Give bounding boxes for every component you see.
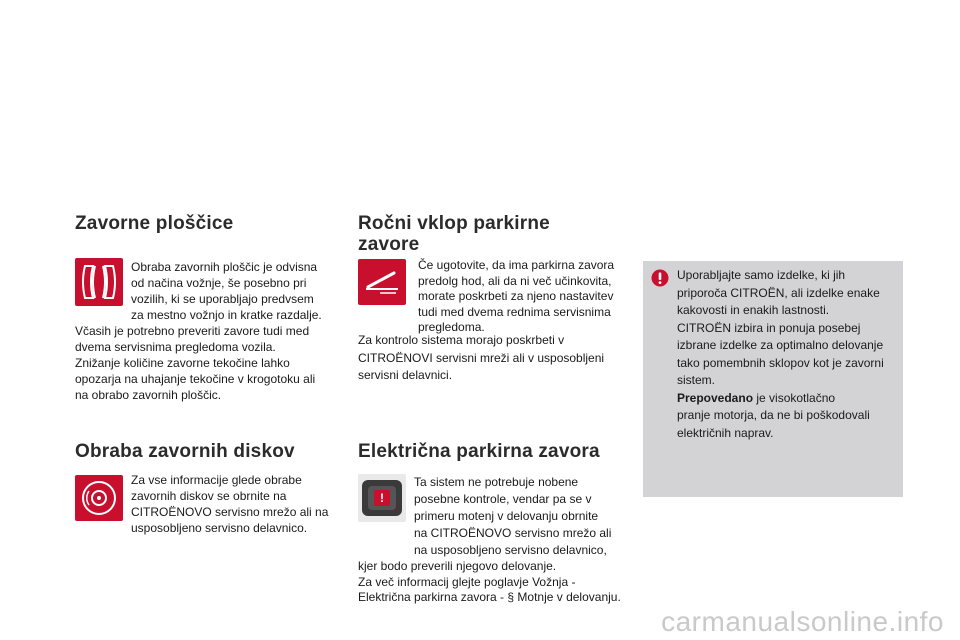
warning-line: priporoča CITROËN, ali izdelke enake — [677, 285, 880, 300]
exclamation-warning-icon — [651, 269, 669, 292]
electric-parking-brake-switch-icon — [358, 474, 406, 522]
text-line: usposobljeno servisno delavnico. — [131, 521, 308, 535]
warning-line: pranje motorja, da ne bi poškodovali — [677, 408, 870, 422]
text-line: vozilih, ki se uporabljajo predvsem — [131, 292, 314, 306]
text-line: Za vse informacije glede obrabe — [131, 473, 302, 487]
warning-line: tako pomembnih sklopov kot je zavorni — [677, 355, 884, 370]
text-line: CITROËNOVI servisni mreži ali v usposobljeni — [358, 350, 605, 365]
parking-brake-text-full — [358, 332, 604, 385]
warning-line: električnih naprav. — [677, 425, 774, 440]
warning-line: izbrane izdelke za optimalno delovanje — [677, 338, 884, 352]
heading-line: zavore — [358, 234, 420, 255]
heading-brake-discs: Obraba zavornih diskov — [75, 441, 295, 462]
text-line: Obraba zavornih ploščic je odvisna — [131, 260, 318, 274]
brake-pads-text-indented — [131, 259, 322, 323]
warning-line-rest: je visokotlačno — [753, 390, 836, 405]
warning-line: sistem. — [677, 373, 716, 387]
warning-line — [677, 390, 895, 408]
brake-pads-text-full — [75, 323, 315, 403]
text-line: tudi med dvema rednima servisnima — [418, 304, 611, 319]
watermark: carmanualsonline.info — [661, 606, 944, 637]
heading-electric-brake: Električna parkirna zavora — [358, 441, 600, 462]
electric-brake-text-indented — [414, 474, 611, 559]
parking-brake-lever-icon — [358, 259, 406, 305]
warning-text — [677, 267, 895, 442]
text-line: za mestno vožnjo in kratke razdalje. — [131, 308, 322, 322]
warning-line: CITROËN izbira in ponuja posebej — [677, 320, 861, 335]
heading-parking-brake — [358, 213, 550, 255]
text-line: servisni delavnici. — [358, 368, 453, 382]
warning-panel — [643, 261, 903, 497]
heading-brake-pads: Zavorne ploščice — [75, 213, 234, 234]
brake-disc-icon — [75, 475, 123, 521]
text-line: na usposobljeno servisno delavnico, — [414, 543, 607, 557]
text-line: dvema servisnima pregledoma vozila. — [75, 340, 276, 354]
electric-brake-text-full — [358, 559, 621, 606]
brake-discs-text — [131, 472, 328, 536]
parking-brake-text-indented — [418, 258, 614, 336]
text-line: Če ugotovite, da ima parkirna zavora — [418, 258, 615, 272]
text-line: kjer bodo preverili njegovo delovanje. — [358, 559, 557, 573]
text-line: predolg hod, ali da ni več učinkovita, — [418, 273, 612, 288]
warning-line: kakovosti in enakih lastnosti. — [677, 303, 830, 317]
text-line: Včasih je potrebno preveriti zavore tudi med — [75, 324, 310, 338]
text-line: od načina vožnje, še posebno pri — [131, 276, 307, 290]
text-line: Za več informacij glejte poglavje Vožnja - — [358, 574, 576, 589]
brake-pads-icon — [75, 258, 123, 306]
text-line: CITROËNOVO servisno mrežo ali na — [131, 505, 329, 519]
svg-text:!: ! — [380, 491, 384, 505]
text-line: Za kontrolo sistema morajo poskrbeti v — [358, 333, 565, 347]
text-line: opozarja na uhajanje tekočine v krogotoku ali — [75, 372, 316, 386]
text-line: na obrabo zavornih ploščic. — [75, 388, 222, 402]
text-line: Znižanje količine zavorne tekočine lahko — [75, 356, 290, 370]
text-line: pregledoma. — [418, 320, 485, 334]
text-line: zavornih diskov se obrnite na — [131, 489, 287, 503]
heading-line: Ročni vklop parkirne — [358, 213, 550, 234]
warning-line: Uporabljajte samo izdelke, ki jih — [677, 268, 846, 282]
text-line: Električna parkirna zavora - § Motnje v delovanju. — [358, 590, 621, 604]
text-line: Ta sistem ne potrebuje nobene — [414, 475, 579, 489]
text-line: primeru motenj v delovanju obrnite — [414, 509, 599, 523]
text-line: morate poskrbeti za njeno nastavitev — [418, 289, 614, 303]
text-line: posebne kontrole, vendar pa se v — [414, 492, 592, 506]
warning-bold-word: Prepovedano — [677, 390, 754, 405]
text-line: na CITROËNOVO servisno mrežo ali — [414, 526, 612, 540]
